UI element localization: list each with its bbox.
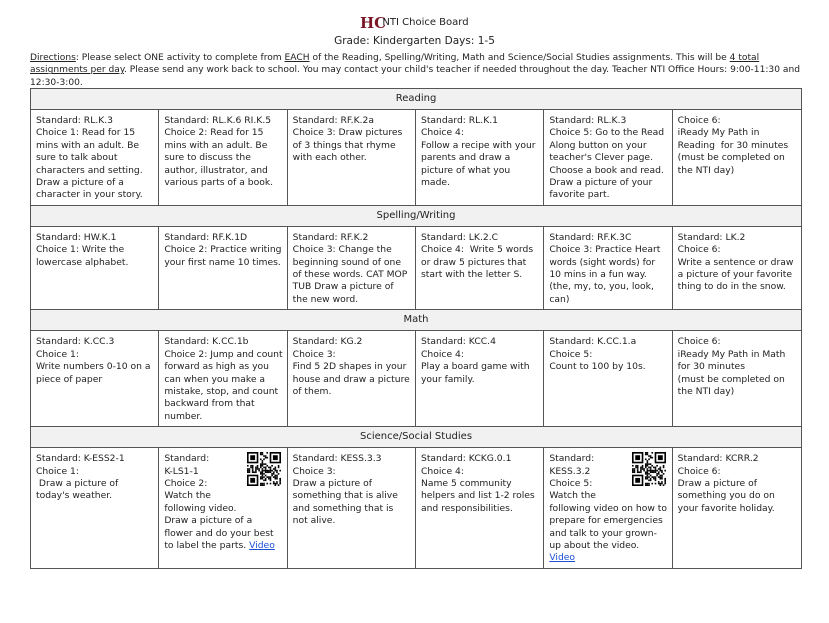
section-row (31, 227, 801, 310)
choice-cell (544, 331, 672, 426)
section-row (31, 331, 801, 427)
choice-text: Choice 6: (677, 244, 721, 256)
choice-text: Choice 4: (420, 127, 464, 139)
choice-text: KESS.3.2 (549, 465, 591, 477)
section-header-reading: Reading (31, 89, 801, 110)
choice-text: Follow a recipe with your parents and draw a picture of what you made. (420, 139, 539, 189)
choice-text: Play a board game with your family. (420, 361, 533, 385)
choice-text: Standard: KCKG.0.1 (420, 453, 512, 465)
svg-text:HC: HC (360, 14, 387, 32)
choice-text: Draw a picture of something that is alive and something that is not alive. (292, 477, 401, 527)
choice-text: Count to 100 by 10s. (549, 361, 646, 373)
video-link[interactable]: Video (549, 552, 576, 564)
choice-cell (31, 448, 159, 568)
choice-text: Choice 5: (549, 348, 593, 360)
choice-cell (416, 331, 544, 426)
choice-text: Standard: RF.K.3C (549, 231, 632, 243)
choice-text: Choice 6: (677, 336, 721, 348)
choice-cell (288, 110, 416, 205)
choice-text: iReady My Path in Math for 30 minutes (677, 348, 789, 373)
title-row (0, 10, 829, 34)
choice-text: Standard: LK.2 (677, 231, 746, 243)
choice-text: Name 5 community helpers and list 1-2 roles and responsibilities. (420, 477, 538, 514)
choice-cell (159, 227, 287, 309)
choice-text: iReady My Path in Reading for 30 minutes (677, 127, 789, 151)
choice-text: Choice 3: Practice Heart words (sight words) for 10 mins in a fun way. (the, my, to, you, look, can) (549, 244, 664, 305)
choice-text: Standard: KG.2 (292, 336, 363, 348)
choice-cell (159, 110, 287, 205)
directions-text-1: : Please select ONE activity to complete from (75, 53, 285, 63)
choice-text: Choice 3: Draw pictures of 3 things that rhyme with each other. (292, 127, 406, 164)
directions-total: 4 total assignments per day (30, 53, 760, 76)
choice-text: Standard: RL.K.3 (549, 115, 627, 126)
choice-cell (544, 110, 672, 205)
choice-text: Standard: HW.K.1 (36, 231, 117, 243)
section-row (31, 110, 801, 206)
choice-text: Standard: (164, 453, 210, 465)
directions-text-2: of the Reading, Spelling/Writing, Math and Science/Social Studies assignments. This will be (309, 53, 730, 63)
choice-cell (673, 227, 801, 309)
choice-text: following video. (164, 502, 237, 514)
video-link[interactable]: Video (249, 539, 275, 551)
choice-board-table (30, 88, 802, 569)
board-title: NTI Choice Board (382, 16, 469, 28)
choice-text: Standard: RF.K.1D (164, 231, 248, 243)
choice-cell (159, 331, 287, 426)
choice-text: Choice 2: Jump and count forward as high as you can when you make a mistake, stop, and count backward from that number. (164, 348, 286, 422)
choice-text: Choice 3: (292, 465, 336, 477)
choice-text: Choice 6: (677, 115, 721, 126)
choice-text: Choice 4: Write 5 words or draw 5 pictures that start with the letter S. (420, 244, 537, 281)
choice-text: (must be completed on the NTI day) (677, 152, 788, 176)
choice-text: Draw a picture of today's weather. (36, 477, 122, 502)
choice-text: Standard: K.CC.1.a (549, 336, 637, 348)
school-logo-icon (360, 11, 387, 33)
choice-text: Choice 1: Read for 15 mins with an adult. Be sure to talk about characters and setting. Draw a picture of a character in your story. (36, 127, 146, 201)
choice-text: Choice 2: Read for 15 mins with an adult. Be sure to discuss the author, illustrator, and various parts of a book. (164, 127, 274, 189)
directions (30, 52, 802, 89)
choice-text: Standard: KCC.4 (420, 336, 496, 348)
choice-text: Standard: RL.K.6 RI.K.5 (164, 115, 272, 126)
choice-text: Standard: RF.K.2 (292, 231, 369, 243)
choice-cell (31, 227, 159, 309)
choice-cell (673, 331, 801, 426)
choice-cell (544, 227, 672, 309)
choice-cell (288, 227, 416, 309)
choice-text: Standard: LK.2.C (420, 231, 499, 243)
choice-cell (31, 331, 159, 426)
choice-cell (673, 110, 801, 205)
choice-text: Standard: K.CC.3 (36, 336, 115, 348)
choice-cell (288, 331, 416, 426)
choice-text: Standard: K-ESS2-1 (36, 453, 125, 465)
choice-cell (416, 227, 544, 309)
choice-text: Choice 5: Go to the Read Along button on your teacher's Clever page. Choose a book and read. Draw a picture of your favorite part. (549, 127, 668, 201)
section-header-spelling-writing: Spelling/Writing (31, 206, 801, 227)
choice-text: Draw a picture of something you do on your favorite holiday. (677, 477, 778, 514)
choice-text: Standard: RL.K.3 (36, 115, 114, 126)
qr-code-icon[interactable] (632, 452, 666, 486)
section-header-science-social-studies: Science/Social Studies (31, 427, 801, 448)
choice-text: (must be completed on the NTI day) (677, 373, 788, 397)
choice-text: Standard: (549, 453, 595, 465)
directions-text-3: . Please send any work back to school. You may contact your child's teacher if needed throughout the day. Teacher NTI Office Hours: 9:00-11:30 and 12:30-3:00. (30, 65, 800, 88)
choice-cell (673, 448, 801, 568)
choice-text: Choice 4: (420, 348, 464, 360)
choice-cell (159, 448, 287, 568)
choice-text: Choice 5: (549, 477, 593, 489)
choice-text: Choice 1: Write the lowercase alphabet. (36, 244, 129, 268)
choice-text: Choice 6: (677, 465, 721, 477)
choice-text: Standard: K.CC.1b (164, 336, 249, 348)
choice-text: Standard: RF.K.2a (292, 115, 375, 126)
directions-each: EACH (284, 53, 310, 63)
choice-text: Write a sentence or draw a picture of your favorite thing to do in the snow. (677, 256, 797, 293)
choice-cell (31, 110, 159, 205)
choice-text: Write numbers 0-10 on a piece of paper (36, 361, 154, 385)
choice-text: following video on how to prepare for emergencies and talk to your grown-up about the video. (549, 502, 670, 551)
choice-cell (288, 448, 416, 568)
qr-code-icon[interactable] (247, 452, 281, 486)
choice-text: Draw a picture of a flower and do your best to label the parts. (164, 515, 277, 551)
choice-text: Choice 1: (36, 465, 79, 477)
choice-text: Watch the (164, 490, 211, 502)
choice-text: Choice 2: Practice writing your first name 10 times. (164, 244, 285, 268)
section-header-math: Math (31, 310, 801, 331)
choice-cell (416, 110, 544, 205)
choice-text: Standard: KESS.3.3 (292, 453, 382, 465)
choice-text: Choice 1: (36, 348, 79, 360)
choice-text: K-LS1-1 (164, 465, 199, 477)
choice-cell (416, 448, 544, 568)
choice-text: Standard: KCRR.2 (677, 453, 759, 465)
section-row (31, 448, 801, 568)
grade-line: Grade: Kindergarten Days: 1-5 (334, 35, 495, 47)
choice-text: Choice 4: (420, 465, 464, 477)
choice-text: Choice 2: (164, 477, 208, 489)
choice-text: Standard: RL.K.1 (420, 115, 499, 126)
choice-cell (544, 448, 672, 568)
choice-text: Find 5 2D shapes in your house and draw a picture of them. (292, 361, 413, 397)
page-header (0, 10, 829, 48)
choice-text: Choice 3: Change the beginning sound of one of these words. CAT MOP TUB Draw a picture of the new word. (292, 244, 411, 305)
choice-text: Watch the (549, 490, 596, 502)
choice-text: Choice 3: (292, 348, 336, 360)
directions-label: Directions (30, 53, 76, 63)
